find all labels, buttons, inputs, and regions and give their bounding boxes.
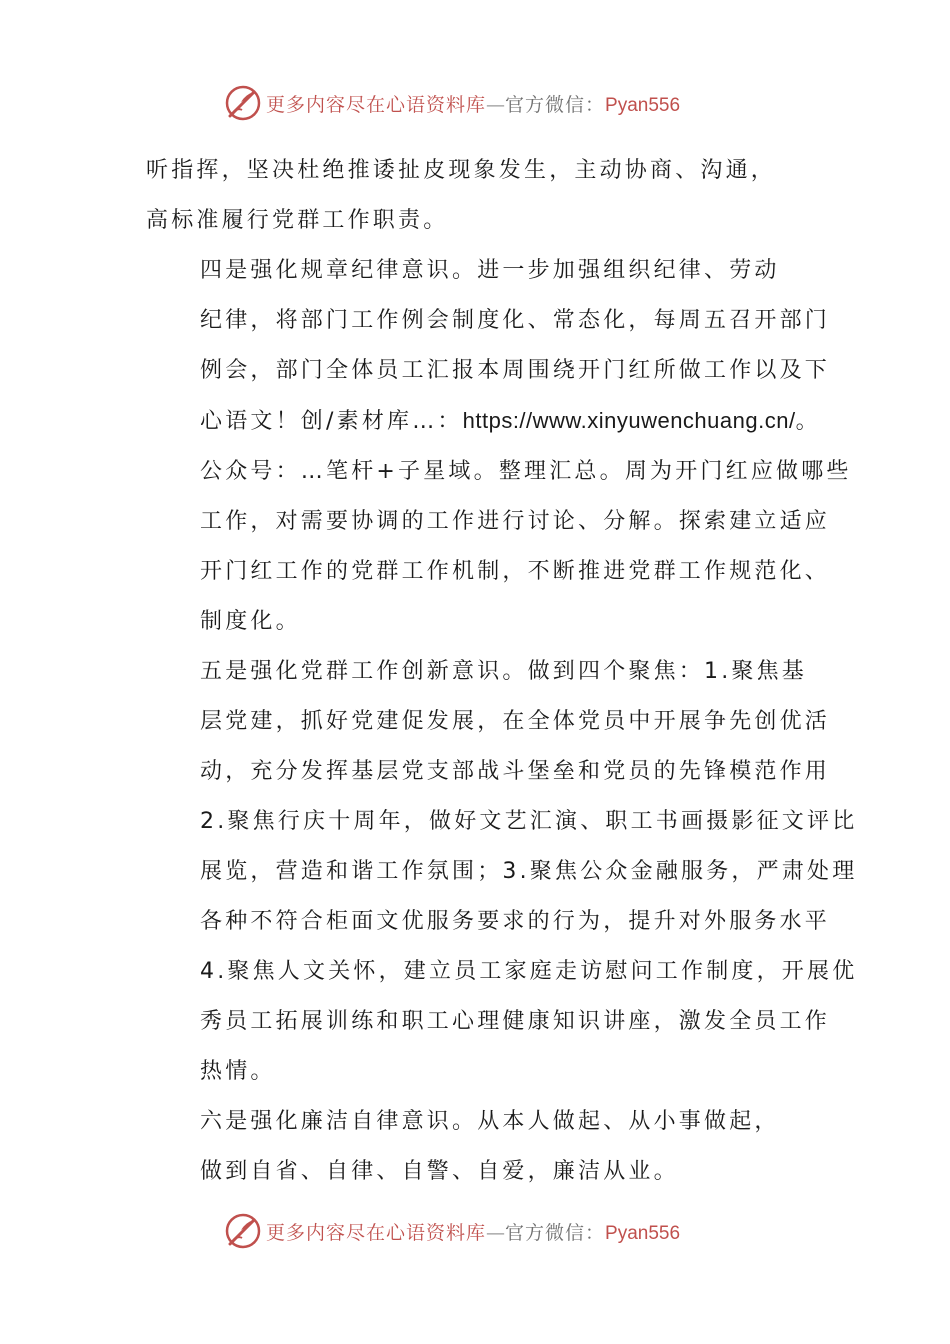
footer-banner-official: 官方微信： [505,1221,606,1244]
paragraph-continuation [146,146,810,246]
watermark-text: 心语文！创/素材库…： [200,409,463,434]
text-line: 制度化。 [200,609,301,634]
header-banner [224,83,744,123]
paragraph-innovation [146,647,858,1097]
quill-pen-logo-icon [224,1212,262,1250]
period: 。 [795,409,821,434]
text-line: 六是强化廉洁自律意识。从本人做起、从小事做起， [200,1109,780,1134]
text-line: 工作，对需要协调的工作进行讨论、分解。探索建立适应 [200,509,831,534]
text-line-with-link [146,396,821,447]
text-line: 各种不符合柜面文优服务要求的行为，提升对外服务水平 [200,909,831,934]
text-line: 热情。 [200,1059,276,1084]
footer-banner-dash: — [486,1221,506,1244]
text-line: 动，充分发挥基层党支部战斗堡垒和党员的先锋模范作用 [200,759,831,784]
header-banner-official: 官方微信： [505,93,606,116]
header-banner-text [266,90,680,117]
text-line: 公众号：…笔杆+子星域。整理汇总。周为开门红应做哪些 [200,459,852,484]
text-line: 五是强化党群工作创新意识。做到四个聚焦：1.聚焦基 [200,659,807,684]
header-banner-dash: — [486,93,506,116]
text-line: 纪律，将部门工作例会制度化、常态化，每周五召开部门 [200,308,831,333]
text-line: 开门红工作的党群工作机制，不断推进党群工作规范化、 [200,559,831,584]
header-banner-title: 更多内容尽在心语资料库 [266,93,487,116]
paragraph-discipline [146,246,852,647]
text-line: 4.聚焦人文关怀，建立员工家庭走访慰问工作制度，开展优 [200,959,858,984]
text-line: 2.聚焦行庆十周年，做好文艺汇演、职工书画摄影征文评比 [200,809,858,834]
website-url: https://www.xinyuwenchuang.cn/ [462,408,796,433]
text-line: 层党建，抓好党建促发展，在全体党员中开展争先创优活 [200,709,831,734]
document-body [146,146,858,1197]
footer-banner-wechat-id: Pyan556 [605,1222,681,1244]
text-line: 展览，营造和谐工作氛围；3.聚焦公众金融服务，严肃处理 [200,859,858,884]
text-line: 四是强化规章纪律意识。进一步加强组织纪律、劳动 [200,258,780,283]
footer-banner-title: 更多内容尽在心语资料库 [266,1221,487,1244]
text-line: 高标准履行党群工作职责。 [146,208,449,233]
text-line: 听指挥，坚决杜绝推诿扯皮现象发生，主动协商、沟通， [146,158,777,183]
footer-banner-text [266,1218,680,1245]
quill-pen-logo-icon [224,84,262,122]
paragraph-integrity [146,1097,810,1197]
text-line: 秀员工拓展训练和职工心理健康知识讲座，激发全员工作 [200,1009,831,1034]
header-banner-wechat-id: Pyan556 [605,94,681,116]
footer-banner [224,1211,744,1251]
text-line: 做到自省、自律、自警、自爱，廉洁从业。 [200,1159,679,1184]
text-line: 例会，部门全体员工汇报本周围绕开门红所做工作以及下 [200,358,831,383]
